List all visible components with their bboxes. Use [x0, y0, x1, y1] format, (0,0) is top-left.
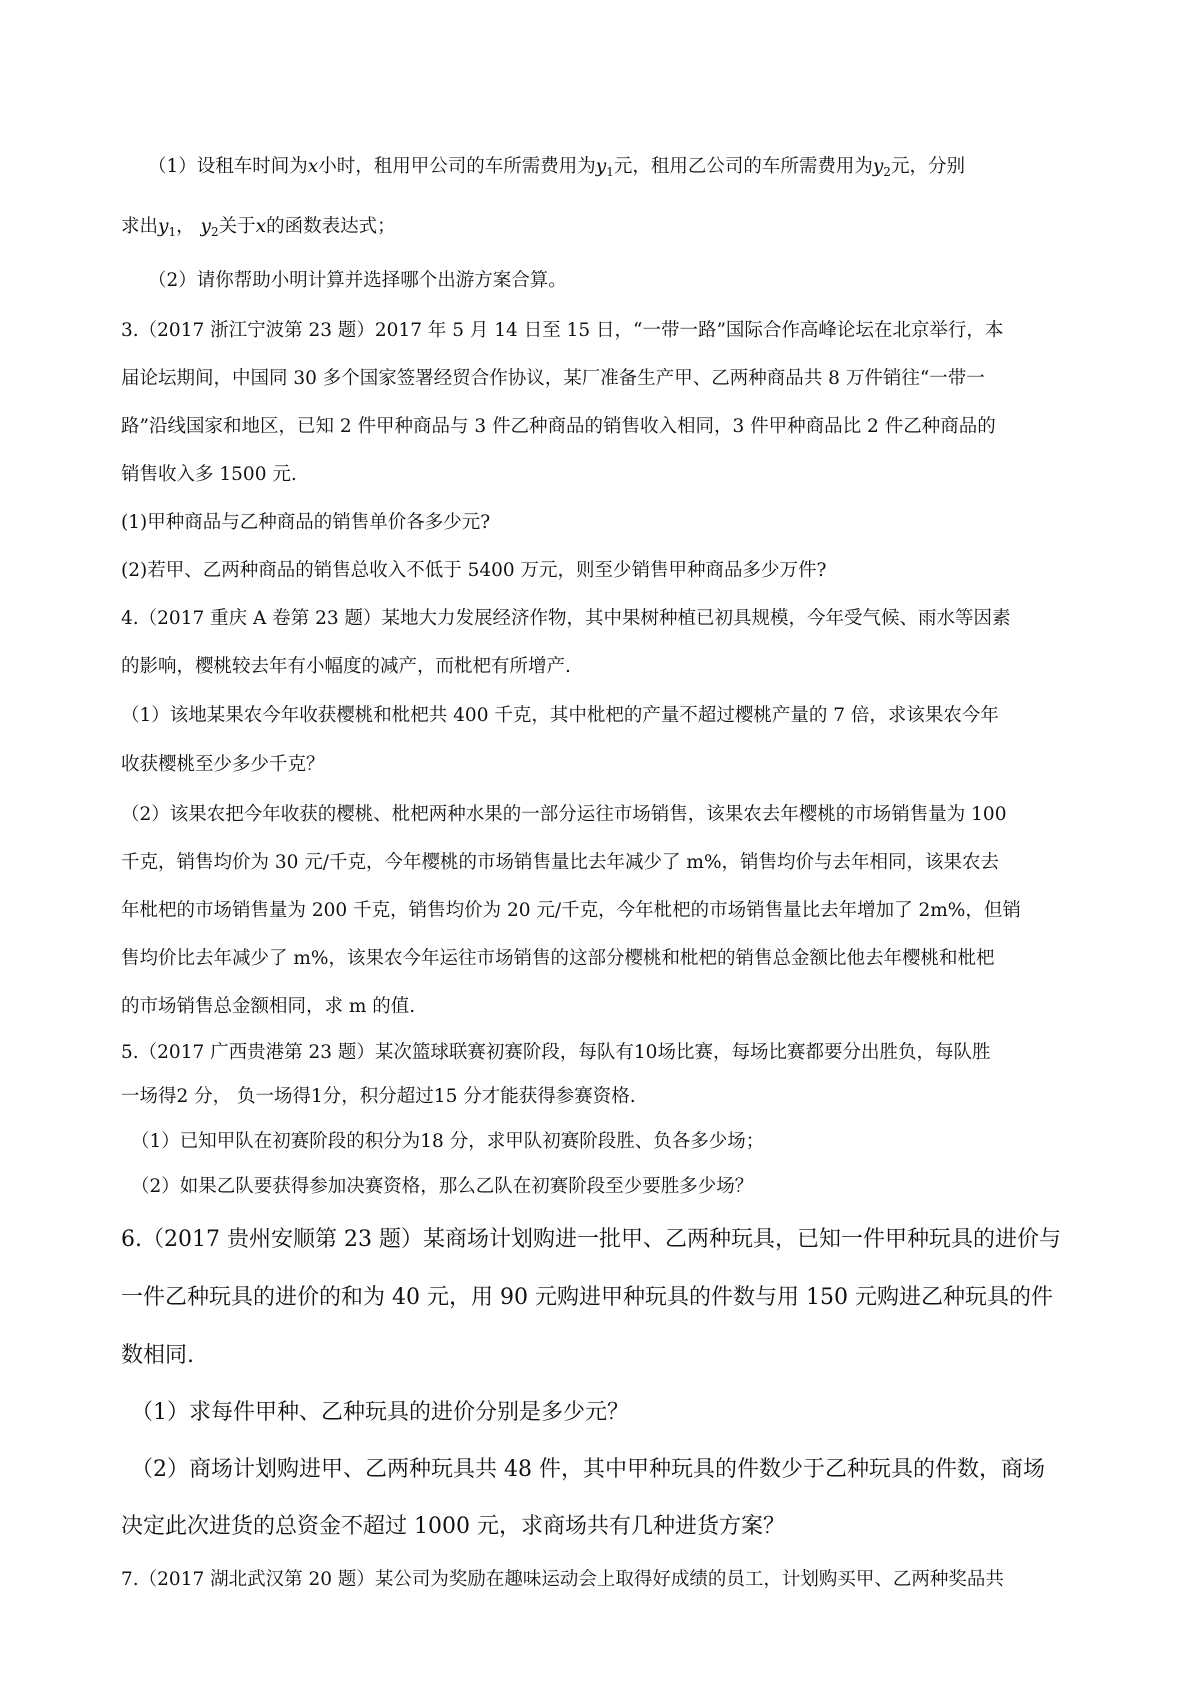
q3-line: 销售收入多 1500 元. [121, 464, 297, 485]
q7-line: 7.（2017 湖北武汉第 20 题）某公司为奖励在趣味运动会上取得好成绩的员工，计划购买甲、乙两种奖品共 [121, 1569, 1004, 1590]
subscript-1: 1 [606, 165, 614, 179]
variable-y1: y [158, 216, 169, 237]
separator: ， [176, 216, 195, 237]
q4-part2-line: （2）该果农把今年收获的樱桃、枇杷两种水果的一部分运往市场销售，该果农去年樱桃的市场销售量为 100 [121, 804, 1007, 825]
q4-part1-line: （1）该地某果农今年收获樱桃和枇杷共 400 千克，其中枇杷的产量不超过樱桃产量的 7 倍，求该果农今年 [121, 705, 999, 726]
q6-line: 6.（2017 贵州安顺第 23 题）某商场计划购进一批甲、乙两种玩具，已知一件甲种玩具的进价与 [121, 1227, 1061, 1252]
q3-part2: (2)若甲、乙两种商品的销售总收入不低于 5400 万元，则至少销售甲种商品多少万件? [121, 560, 827, 581]
q4-line: 4.（2017 重庆 A 卷第 23 题）某地大力发展经济作物，其中果树种植已初具规模，今年受气候、雨水等因素 [121, 608, 1011, 629]
q2-part1-line2-text-b: 关于 [218, 216, 256, 237]
subscript-2: 2 [883, 165, 891, 179]
q4-part1-line: 收获樱桃至少多少千克？ [121, 754, 325, 775]
q2-part2: （2）请你帮助小明计算并选择哪个出游方案合算。 [148, 270, 567, 291]
q2-part1-text-c: 元，租用乙公司的车所需费用为 [613, 156, 873, 177]
variable-x: x [307, 156, 319, 177]
subscript-2: 2 [210, 225, 219, 239]
q2-part1-text-b: 小时，租用甲公司的车所需费用为 [318, 156, 596, 177]
q2-part1-line1 [148, 152, 965, 179]
subscript-1: 1 [168, 225, 177, 239]
q3-line: 3.（2017 浙江宁波第 23 题）2017 年 5 月 14 日至 15 日，“一带一路”国际合作高峰论坛在北京举行，本 [121, 320, 1004, 341]
q5-part2: （2）如果乙队要获得参加决赛资格，那么乙队在初赛阶段至少要胜多少场？ [131, 1176, 754, 1197]
q5-part1: （1）已知甲队在初赛阶段的积分为18 分，求甲队初赛阶段胜、负各多少场； [131, 1131, 765, 1152]
q5-line: 5.（2017 广西贵港第 23 题）某次篮球联赛初赛阶段，每队有10场比赛，每场比赛都要分出胜负，每队胜 [121, 1042, 991, 1063]
q4-part2-line: 的市场销售总金额相同，求 m 的值. [121, 996, 416, 1017]
q2-part1-line2 [121, 212, 396, 239]
q6-line: 一件乙种玩具的进价的和为 40 元，用 90 元购进甲种玩具的件数与用 150 元购进乙种玩具的件 [121, 1285, 1053, 1310]
q4-part2-line: 年枇杷的市场销售量为 200 千克，销售均价为 20 元/千克，今年枇杷的市场销售量比去年增加了 2m%，但销 [121, 900, 1021, 921]
q4-part2-line: 千克，销售均价为 30 元/千克，今年樱桃的市场销售量比去年减少了 m%，销售均价与去年相同，该果农去 [121, 852, 1000, 873]
q3-line: 届论坛期间，中国同 30 多个国家签署经贸合作协议，某厂准备生产甲、乙两种商品共 8 万件销往“一带一 [121, 368, 985, 389]
q4-line: 的影响，樱桃较去年有小幅度的减产，而枇杷有所增产. [121, 656, 571, 677]
q6-part2-line: （2）商场计划购进甲、乙两种玩具共 48 件，其中甲种玩具的件数少于乙种玩具的件数，商场 [131, 1457, 1045, 1482]
q4-part2-line: 售均价比去年减少了 m%，该果农今年运往市场销售的这部分樱桃和枇杷的销售总金额比他去年樱桃和枇杷 [121, 948, 995, 969]
variable-y1: y [595, 156, 607, 177]
variable-y2: y [200, 216, 211, 237]
q6-line: 数相同. [121, 1343, 194, 1368]
q3-line: 路”沿线国家和地区，已知 2 件甲种商品与 3 件乙种商品的销售收入相同，3 件甲种商品比 2 件乙种商品的 [121, 416, 996, 437]
variable-x: x [255, 216, 267, 237]
q2-part1-text-d: 元，分别 [890, 156, 965, 177]
q2-part1-line2-text-c: 的函数表达式； [266, 216, 396, 237]
q3-part1: (1)甲种商品与乙种商品的销售单价各多少元? [121, 512, 491, 533]
q6-part2-line: 决定此次进货的总资金不超过 1000 元，求商场共有几种进货方案？ [121, 1514, 785, 1539]
q2-part1-text-a: （1）设租车时间为 [148, 156, 308, 177]
q5-line: 一场得2 分， 负一场得1分，积分超过15 分才能获得参赛资格. [121, 1086, 636, 1107]
q6-part1: （1）求每件甲种、乙种玩具的进价分别是多少元？ [131, 1400, 629, 1425]
variable-y2: y [872, 156, 884, 177]
q2-part1-line2-text-a: 求出 [121, 216, 159, 237]
